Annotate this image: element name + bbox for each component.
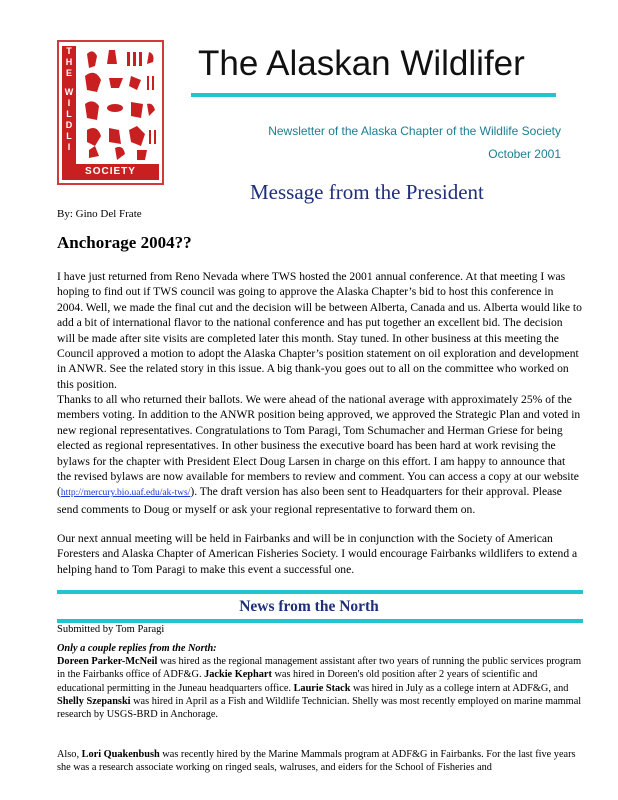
paragraph-text: was hired in July as a college intern at ADF&G, and	[350, 682, 569, 694]
north-paragraph-2	[57, 748, 582, 774]
person-name: Shelly Szepanski	[57, 695, 131, 707]
newsletter-title: The Alaskan Wildlifer	[198, 44, 525, 83]
section-divider-bottom	[57, 619, 583, 623]
north-section-title: News from the North	[239, 598, 379, 615]
logo-letter: H	[65, 57, 73, 67]
logo-letter: L	[66, 109, 72, 119]
person-name: Lori Quakenbush	[81, 749, 160, 760]
section-divider-top	[57, 590, 583, 594]
hieroglyph-animals-icon	[79, 46, 159, 164]
issue-date: October 2001	[488, 147, 561, 161]
president-paragraph-2	[57, 392, 582, 517]
paragraph-text: was hired as the regional management assistant after two years of running the public services program in the Fairbanks office of ADF&G.	[57, 656, 582, 681]
lead-heading: Only a couple replies from the North:	[57, 643, 217, 654]
president-byline: By: Gino Del Frate	[57, 208, 142, 220]
article-heading: Anchorage 2004??	[57, 233, 192, 252]
paragraph-text: was hired in Doreen's old position after 2 years of scientific and educational permitting in the Juneau headquarters office.	[57, 669, 538, 694]
person-name: Doreen Parker-McNeil	[57, 656, 158, 668]
logo-society-label: SOCIETY	[62, 164, 159, 180]
paragraph-text: ). The draft version has also been sent to Headquarters for their approval. Please send comments to Doug or myself or ask your regional representative to forward them on.	[57, 485, 562, 516]
north-submitted-by: Submitted by Tom Paragi	[57, 624, 165, 635]
president-section-title: Message from the President	[250, 180, 484, 204]
logo-letter: D	[65, 120, 73, 130]
logo-letter: I	[67, 142, 71, 152]
logo-letter: L	[66, 131, 72, 141]
title-divider	[191, 93, 556, 97]
wildlife-society-logo	[57, 40, 164, 185]
person-name: Jackie Kephart	[204, 669, 272, 681]
president-paragraph-3: Our next annual meeting will be held in Fairbanks and will be in conjunction with the Society of American Foresters and Alaska Chapter of American Fisheries Society. I would encourage Fairbanks wildlifers to extend a helping hand to Tom Paragi to make this event a successful one.	[57, 532, 578, 576]
logo-letter: E	[65, 68, 72, 78]
president-paragraph-1: I have just returned from Reno Nevada where TWS hosted the 2001 annual conference. At that meeting I was hoping to find out if TWS council was going to approve the Alaska Chapter’s bid to host this conference in 2004. Well, we made the final cut and the decision will be between Alberta, Canada and us. Alberta would like to add a bit of international flavor to the national conference and has put together an excellent bid. The decision will be made after site visits are completed later this month. Stay tuned. In other business at this meeting the Council approved a motion to adopt the Alaska Chapter’s position statement on oil exploration and development in ANWR. See the related story in this issue. A big thank-you goes out to all on the committee who worked on this position.	[57, 270, 582, 391]
logo-letter: T	[66, 46, 72, 56]
logo-letter-gap	[62, 79, 76, 87]
person-name: Laurie Stack	[293, 682, 351, 694]
paragraph-text: was recently hired by the Marine Mammals program at ADF&G in Fairbanks. For the last five years she was a research associate working on ringed seals, walruses, and eiders for the School of Fisheries and	[57, 749, 576, 774]
newsletter-subtitle: Newsletter of the Alaska Chapter of the Wildlife Society	[268, 124, 561, 138]
logo-letter: I	[67, 98, 71, 108]
logo-side-letters	[62, 46, 76, 164]
north-paragraph-1	[57, 642, 582, 721]
paragraph-text: Also,	[57, 749, 82, 760]
paragraph-text: was hired in April as a Fish and Wildlife Technician. Shelly was most recently employed on marine mammal research by USGS-BRD in Anchorage.	[57, 695, 582, 721]
logo-letter: W	[64, 87, 74, 97]
paragraph-text: Thanks to all who returned their ballots. We were ahead of the national average with approximately 25% of the members voting. In addition to the ANWR position being approved, we approved the Strategic Plan and voted in new regional representatives. Congratulations to Tom Paragi, Tom Schumacher and Herman Griese for being elected as regional representatives. In other business the executive board has been hard at work revising the bylaws for the chapter with President Elect Doug Larsen in charge on this effort. I am happy to announce that the revised bylaws are now available for members to review and comment. You can access a copy at our website (	[57, 393, 581, 499]
chapter-website-link[interactable]: http://mercury.bio.uaf.edu/ak-tws/	[60, 488, 191, 499]
